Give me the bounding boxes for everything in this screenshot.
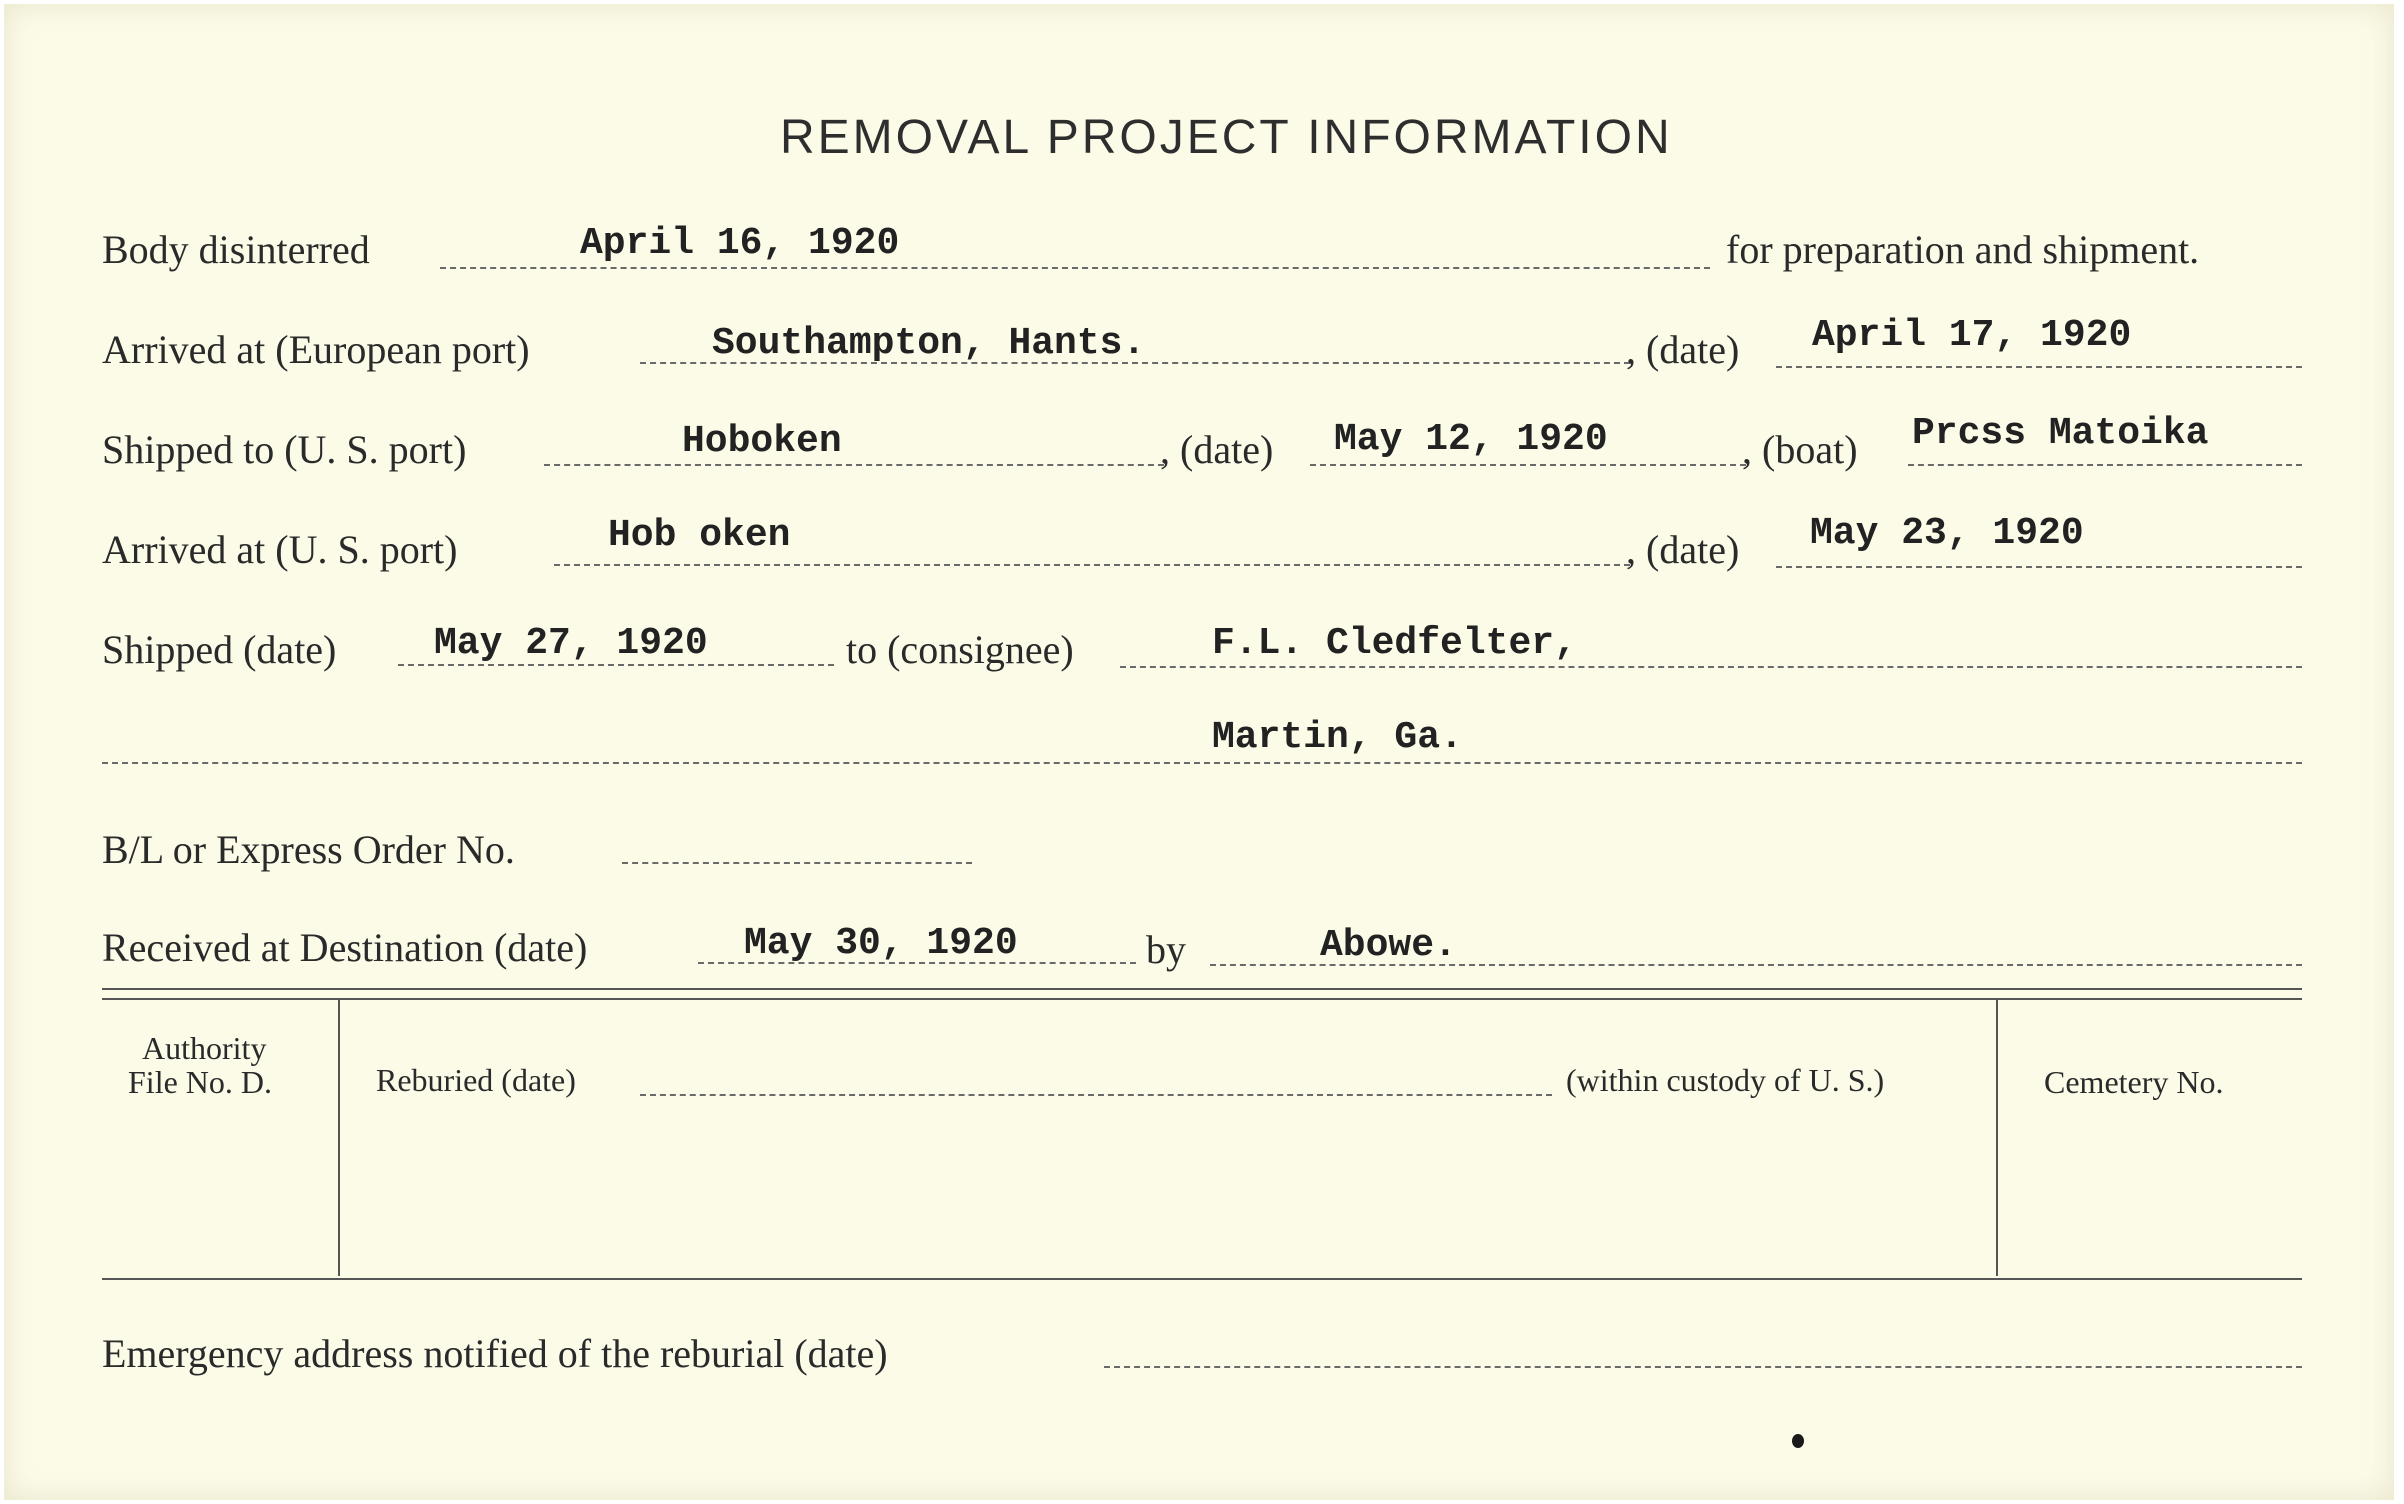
ink-spot <box>1792 1434 1804 1448</box>
authority-label-line1: Authority <box>142 1030 267 1066</box>
received-label: Received at Destination (date) <box>102 925 588 970</box>
box-top-rule-2 <box>102 998 2302 1000</box>
arrived-european-value: Southampton, Hants. <box>712 322 1146 365</box>
consignee-continuation-line <box>102 762 2302 764</box>
shipped-consignee-label: to (consignee) <box>846 627 1074 672</box>
disinterred-value: April 16, 1920 <box>580 222 900 265</box>
shipped-us-boat-line <box>1908 464 2302 466</box>
disinterred-label: Body disinterred <box>102 227 370 272</box>
bl-label: B/L or Express Order No. <box>102 827 515 872</box>
reburied-label: Reburied (date) <box>376 1062 576 1098</box>
arrived-us-date-label: , (date) <box>1626 527 1740 572</box>
box-divider-left <box>338 1000 340 1276</box>
shipped-us-date-line <box>1310 464 1746 466</box>
shipped-date-value: May 27, 1920 <box>434 622 708 665</box>
consignee-line <box>1120 666 2302 668</box>
emergency-label: Emergency address notified of the reburial (date) <box>102 1331 888 1376</box>
received-by-value: Abowe. <box>1320 924 1457 967</box>
shipped-us-value: Hoboken <box>682 420 842 463</box>
received-date-value: May 30, 1920 <box>744 922 1018 965</box>
arrived-us-label: Arrived at (U. S. port) <box>102 527 458 572</box>
reburied-line <box>640 1094 1552 1096</box>
shipped-label: Shipped (date) <box>102 627 337 672</box>
arrived-us-date-line <box>1776 566 2302 568</box>
received-by-label: by <box>1146 927 1186 972</box>
disinterred-line <box>440 267 1710 269</box>
shipped-us-date-value: May 12, 1920 <box>1334 418 1608 461</box>
removal-project-card <box>4 4 2394 1500</box>
arrived-european-label: Arrived at (European port) <box>102 327 530 372</box>
disinterred-suffix: for preparation and shipment. <box>1726 227 2200 272</box>
arrived-us-value: Hob oken <box>608 514 791 557</box>
shipped-us-label: Shipped to (U. S. port) <box>102 427 467 472</box>
arrived-european-date-label: , (date) <box>1626 327 1740 372</box>
arrived-european-date-value: April 17, 1920 <box>1812 314 2132 357</box>
arrived-european-date-line <box>1776 366 2302 368</box>
shipped-us-line <box>544 464 1164 466</box>
consignee-line1-value: F.L. Cledfelter, <box>1212 622 1577 665</box>
emergency-line <box>1104 1366 2302 1368</box>
bl-line <box>622 862 972 864</box>
box-divider-right <box>1996 1000 1998 1276</box>
arrived-us-line <box>554 564 1630 566</box>
shipped-us-boat-label: , (boat) <box>1742 427 1858 472</box>
cemetery-label: Cemetery No. <box>2044 1064 2224 1100</box>
form-title: REMOVAL PROJECT INFORMATION <box>780 111 1673 164</box>
arrived-us-date-value: May 23, 1920 <box>1810 512 2084 555</box>
shipped-us-date-label: , (date) <box>1160 427 1274 472</box>
shipped-us-boat-value: Prcss Matoika <box>1912 412 2209 455</box>
consignee-line2-value: Martin, Ga. <box>1212 716 1463 759</box>
box-top-rule <box>102 988 2302 990</box>
custody-label: (within custody of U. S.) <box>1566 1062 1885 1098</box>
authority-label-line2: File No. D. <box>128 1064 272 1100</box>
box-bottom-rule <box>102 1278 2302 1280</box>
